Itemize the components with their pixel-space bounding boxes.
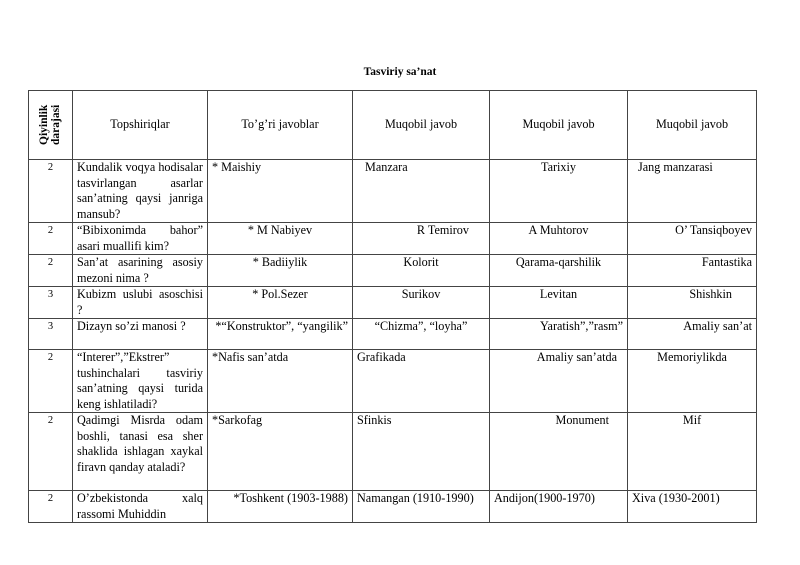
level-cell: 3	[29, 287, 73, 319]
alt1-cell: Sfinkis	[353, 413, 490, 491]
alt2-cell: A Muhtorov	[490, 223, 628, 255]
level-cell: 2	[29, 255, 73, 287]
level-cell: 3	[29, 319, 73, 350]
table-row	[29, 223, 757, 255]
header-task: Topshiriqlar	[73, 91, 208, 160]
table-row	[29, 350, 757, 413]
alt1-cell: Surikov	[353, 287, 490, 319]
alt1-cell: Grafikada	[353, 350, 490, 413]
quiz-table	[28, 90, 757, 523]
task-cell: Kundalik voqya hodisalar tasvirlangan asarlar san’atning qaysi janriga mansub?	[73, 160, 208, 223]
header-alt1: Muqobil javob	[353, 91, 490, 160]
alt2-cell: Monument	[490, 413, 628, 491]
task-cell: “Interer”,”Ekstrer” tushinchalari tasviriy san’atning qaysi turida keng ishlatiladi?	[73, 350, 208, 413]
alt2-cell: Yaratish”,”rasm”	[490, 319, 628, 350]
table-row	[29, 319, 757, 350]
header-alt3: Muqobil javob	[628, 91, 757, 160]
alt3-cell: Mif	[628, 413, 757, 491]
header-alt2: Muqobil javob	[490, 91, 628, 160]
level-cell: 2	[29, 350, 73, 413]
alt3-cell: Jang manzarasi	[628, 160, 757, 223]
table-row	[29, 413, 757, 491]
table-row	[29, 287, 757, 319]
correct-cell: * M Nabiyev	[208, 223, 353, 255]
alt3-cell: O’ Tansiqboyev	[628, 223, 757, 255]
alt3-cell: Memoriylikda	[628, 350, 757, 413]
task-cell: Qadimgi Misrda odam boshli, tanasi esa sher shaklida ishlagan xaykal firavn qanday ataladi?	[73, 413, 208, 491]
alt3-cell: Amaliy san’at	[628, 319, 757, 350]
level-cell: 2	[29, 491, 73, 523]
correct-cell: * Pol.Sezer	[208, 287, 353, 319]
task-cell: “Bibixonimda bahor” asari muallifi kim?	[73, 223, 208, 255]
level-cell: 2	[29, 160, 73, 223]
correct-cell: *Sarkofag	[208, 413, 353, 491]
task-cell: Dizayn so’zi manosi ?	[73, 319, 208, 350]
alt2-cell: Amaliy san’atda	[490, 350, 628, 413]
alt1-cell: R Temirov	[353, 223, 490, 255]
alt3-cell: Xiva (1930-2001)	[628, 491, 757, 523]
level-cell: 2	[29, 223, 73, 255]
level-cell: 2	[29, 413, 73, 491]
table-row	[29, 491, 757, 523]
table-header-row	[29, 91, 757, 160]
correct-cell: *Nafis san’atda	[208, 350, 353, 413]
alt1-cell: Kolorit	[353, 255, 490, 287]
table-row	[29, 160, 757, 223]
alt1-cell: Manzara	[353, 160, 490, 223]
page-title: Tasviriy sa’nat	[363, 66, 437, 78]
task-cell: O’zbekistonda xalq rassomi Muhiddin	[73, 491, 208, 523]
alt2-cell: Levitan	[490, 287, 628, 319]
correct-cell: *Toshkent (1903-1988)	[208, 491, 353, 523]
alt1-cell: Namangan (1910-1990)	[353, 491, 490, 523]
alt1-cell: “Chizma”, “loyha”	[353, 319, 490, 350]
alt2-cell: Andijon(1900-1970)	[490, 491, 628, 523]
correct-cell: * Badiiylik	[208, 255, 353, 287]
task-cell: Kubizm uslubi asoschisi ?	[73, 287, 208, 319]
correct-cell: * Maishiy	[208, 160, 353, 223]
header-level: Qiyinlik darajasi	[29, 91, 73, 160]
alt2-cell: Tarixiy	[490, 160, 628, 223]
correct-cell: *“Konstruktor”, “yangilik”	[208, 319, 353, 350]
header-correct: To’g’ri javoblar	[208, 91, 353, 160]
alt3-cell: Fantastika	[628, 255, 757, 287]
alt2-cell: Qarama-qarshilik	[490, 255, 628, 287]
table-row	[29, 255, 757, 287]
task-cell: San’at asarining asosiy mezoni nima ?	[73, 255, 208, 287]
alt3-cell: Shishkin	[628, 287, 757, 319]
